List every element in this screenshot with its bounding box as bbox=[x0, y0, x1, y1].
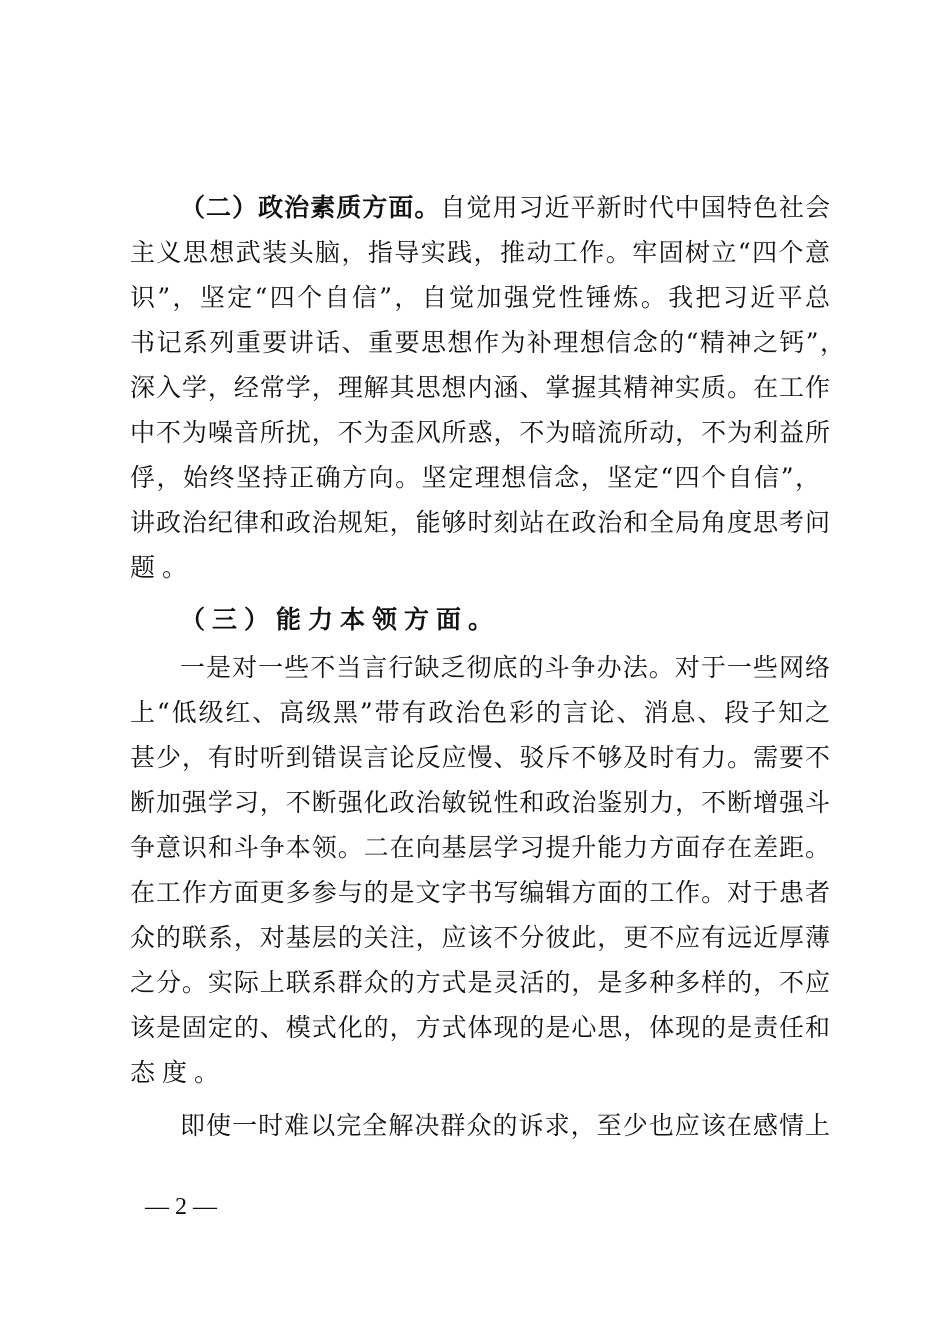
text-span: 在工作方面更多参与的是文字书写编辑方面的工作。对于患者 bbox=[130, 878, 830, 907]
page-number: — 2 — bbox=[145, 1194, 217, 1220]
paragraph-line-20 bbox=[130, 1051, 830, 1095]
paragraph-line-2 bbox=[130, 231, 830, 275]
text-span: 一是对一些不当言行缺乏彻底的斗争办法。对于一些网络 bbox=[180, 653, 830, 682]
paragraph-line-13 bbox=[130, 736, 830, 780]
text-span: 断加强学习，不断强化政治敏锐性和政治鉴别力，不断增强斗 bbox=[130, 788, 830, 817]
text-span: 即使一时难以完全解决群众的诉求，至少也应该在感情上 bbox=[180, 1111, 830, 1140]
paragraph-line-5 bbox=[130, 366, 830, 410]
text-span: 主义思想武装头脑，指导实践，推动工作。牢固树立“四个意 bbox=[130, 238, 830, 267]
paragraph-line-4 bbox=[130, 321, 845, 365]
paragraph-line-7 bbox=[130, 456, 820, 500]
section-heading-politics: （二）政治素质方面。 bbox=[180, 193, 441, 222]
text-span: 之分。实际上联系群众的方式是灵活的，是多种多样的，不应 bbox=[130, 968, 830, 997]
paragraph-line-21 bbox=[180, 1104, 830, 1148]
paragraph-line-12 bbox=[130, 691, 830, 735]
text-span: （三）能力本领方面。 bbox=[180, 605, 501, 634]
text-span: 态度。 bbox=[130, 1058, 227, 1087]
paragraph-line-8 bbox=[130, 501, 830, 545]
text-span: 题。 bbox=[130, 553, 195, 582]
paragraph-line-3 bbox=[130, 276, 830, 320]
text-span: 甚少，有时听到错误言论反应慢、驳斥不够及时有力。需要不 bbox=[130, 743, 830, 772]
text-span: 争意识和斗争本领。二在向基层学习提升能力方面存在差距。 bbox=[130, 833, 830, 862]
text-span: 上“低级红、高级黑”带有政治色彩的言论、消息、段子知之 bbox=[130, 698, 830, 727]
text-span: 中不为噪音所扰，不为歪风所惑，不为暗流所动，不为利益所 bbox=[130, 418, 830, 447]
paragraph-line-15 bbox=[130, 826, 830, 870]
text-span: 讲政治纪律和政治规矩，能够时刻站在政治和全局角度思考问 bbox=[130, 508, 830, 537]
paragraph-line-18 bbox=[130, 961, 830, 1005]
paragraph-line-17 bbox=[130, 916, 830, 960]
text-span: 该是固定的、模式化的，方式体现的是心思，体现的是责任和 bbox=[130, 1013, 830, 1042]
text-span: 书记系列重要讲话、重要思想作为补理想信念的“精神之钙”， bbox=[130, 328, 845, 357]
section-heading-ability bbox=[180, 598, 830, 642]
text-span: 众的联系，对基层的关注，应该不分彼此，更不应有远近厚薄 bbox=[130, 923, 830, 952]
text-span: 自觉用习近平新时代中国特色社会 bbox=[440, 193, 830, 222]
paragraph-line-9 bbox=[130, 546, 830, 590]
paragraph-line-19 bbox=[130, 1006, 830, 1050]
paragraph-line-6 bbox=[130, 411, 830, 455]
paragraph-line-16 bbox=[130, 871, 830, 915]
paragraph-line-11 bbox=[180, 646, 830, 690]
text-span: 识”，坚定“四个自信”，自觉加强党性锤炼。我把习近平总 bbox=[130, 283, 830, 312]
paragraph-line-1 bbox=[180, 186, 830, 230]
paragraph-line-14 bbox=[130, 781, 830, 825]
text-span: 深入学，经常学，理解其思想内涵、掌握其精神实质。在工作 bbox=[130, 373, 830, 402]
text-span: 俘，始终坚持正确方向。坚定理想信念，坚定“四个自信”， bbox=[130, 463, 820, 492]
